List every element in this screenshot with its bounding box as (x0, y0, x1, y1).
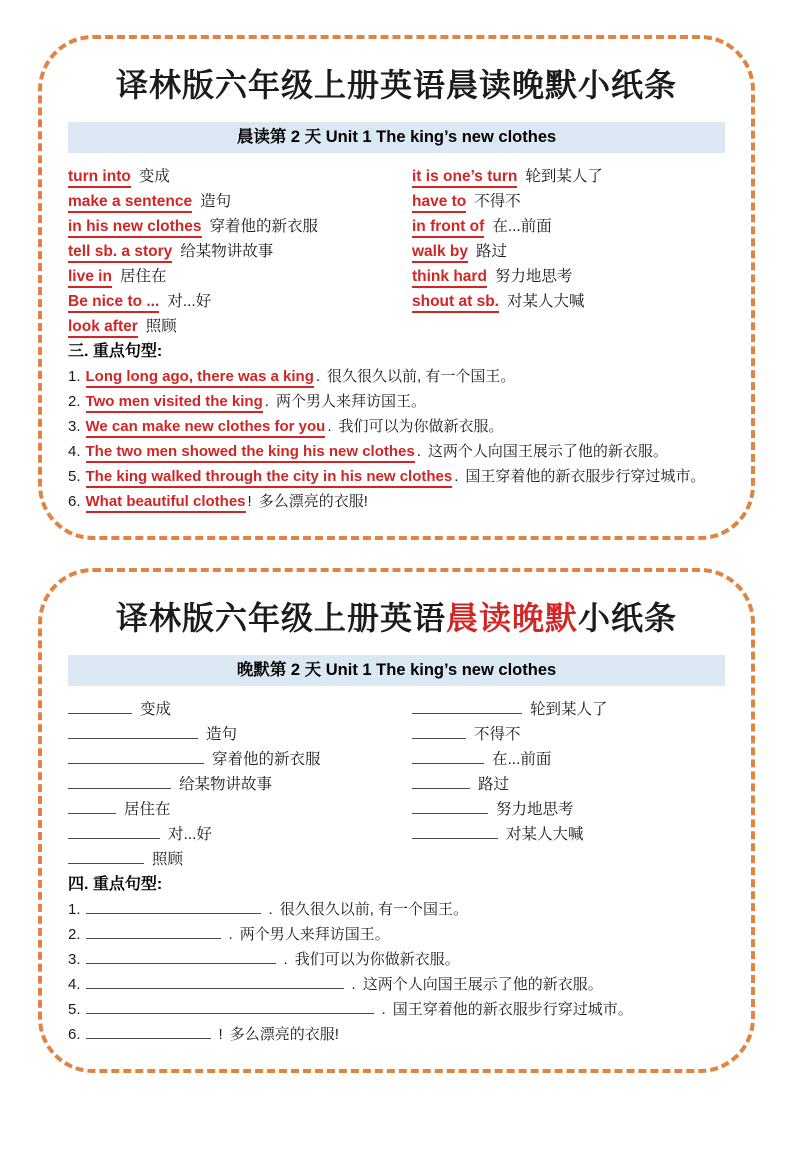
chinese-meaning: 努力地思考 (494, 268, 573, 285)
chinese-meaning: 不得不 (474, 726, 521, 743)
chinese-meaning: 照顾 (152, 851, 184, 868)
sentence-punct: . (381, 1001, 386, 1018)
english-phrase: in his new clothes (68, 218, 202, 238)
vocab-row (68, 314, 412, 339)
answer-blank (412, 824, 498, 839)
english-phrase: look after (68, 318, 138, 338)
morning-vocab-section (68, 164, 725, 339)
english-sentence: Two men visited the king (86, 393, 263, 413)
chinese-meaning: 变成 (138, 168, 170, 185)
answer-blank (412, 724, 466, 739)
morning-vocab-left-column (68, 164, 412, 339)
sentence-number: 3. (68, 951, 81, 968)
answer-blank (68, 799, 116, 814)
chinese-meaning: 穿着他的新衣服 (209, 218, 319, 235)
sentence-row (68, 439, 725, 464)
chinese-meaning: 造句 (206, 726, 238, 743)
english-sentence: Long long ago, there was a king (86, 368, 314, 388)
evening-section-header: 四. 重点句型: (68, 876, 163, 893)
sentence-punct: . (283, 951, 288, 968)
vocab-row (68, 214, 412, 239)
chinese-meaning: 造句 (200, 193, 232, 210)
evening-dictation-card (38, 568, 755, 1073)
sentence-blank-row (68, 972, 725, 997)
chinese-meaning: 对...好 (167, 293, 212, 310)
sentence-blank-row (68, 947, 725, 972)
sentence-row (68, 489, 725, 514)
sentence-row (68, 464, 725, 489)
english-phrase: live in (68, 268, 112, 288)
vocab-row (412, 239, 725, 264)
vocab-blank-row (68, 747, 412, 772)
answer-blank (412, 799, 488, 814)
vocab-blank-row (412, 797, 725, 822)
sentence-number: 6. (68, 1026, 81, 1043)
english-phrase: shout at sb. (412, 293, 499, 313)
chinese-translation: 两个男人来拜访国王。 (239, 926, 390, 943)
evening-vocab-left-column (68, 697, 412, 872)
sentence-number: 2. (68, 393, 81, 410)
answer-blank (68, 774, 171, 789)
chinese-translation: 很久很久以前, 有一个国王。 (327, 368, 516, 385)
english-phrase: think hard (412, 268, 487, 288)
chinese-meaning: 对...好 (168, 826, 212, 843)
vocab-blank-row (412, 697, 725, 722)
sentence-punct: . (228, 926, 233, 943)
vocab-row (412, 264, 725, 289)
chinese-translation: 国王穿着他的新衣服步行穿过城市。 (465, 468, 706, 485)
sentence-punct: . (454, 468, 459, 485)
vocab-blank-row (412, 747, 725, 772)
chinese-meaning: 路过 (476, 243, 508, 260)
chinese-meaning: 在...前面 (492, 218, 552, 235)
evening-banner: 晚默第 2 天 Unit 1 The king’s new clothes (68, 655, 725, 686)
evening-vocab-right-column (412, 697, 725, 872)
vocab-blank-row (412, 722, 725, 747)
answer-blank (412, 749, 484, 764)
vocab-blank-row (68, 722, 412, 747)
chinese-translation: 我们可以为你做新衣服。 (294, 951, 460, 968)
english-phrase: walk by (412, 243, 468, 263)
vocab-row (68, 189, 412, 214)
sentence-blank-row (68, 997, 725, 1022)
sentence-number: 1. (68, 901, 81, 918)
sentence-punct: ! (247, 493, 252, 510)
chinese-meaning: 在...前面 (492, 751, 552, 768)
vocab-blank-row (68, 697, 412, 722)
vocab-row (68, 239, 412, 264)
chinese-meaning: 照顾 (145, 318, 177, 335)
chinese-meaning: 给某物讲故事 (180, 243, 274, 260)
vocab-row (68, 164, 412, 189)
sentence-number: 4. (68, 443, 81, 460)
chinese-translation: 很久很久以前, 有一个国王。 (279, 901, 469, 918)
answer-blank (68, 724, 198, 739)
chinese-meaning: 轮到某人了 (525, 168, 603, 185)
answer-blank (68, 749, 204, 764)
vocab-blank-row (412, 822, 725, 847)
sentence-number: 6. (68, 493, 81, 510)
sentence-number: 4. (68, 976, 81, 993)
morning-card-title (68, 65, 725, 105)
answer-blank (86, 924, 221, 939)
vocab-blank-row (68, 772, 412, 797)
worksheet-page (0, 35, 793, 1157)
vocab-row (412, 164, 725, 189)
english-phrase: have to (412, 193, 466, 213)
chinese-translation: 国王穿着他的新衣服步行穿过城市。 (392, 1001, 633, 1018)
answer-blank (86, 1024, 211, 1039)
chinese-meaning: 轮到某人了 (530, 701, 608, 718)
chinese-meaning: 对某人大喊 (506, 293, 585, 310)
sentence-number: 5. (68, 468, 81, 485)
chinese-meaning: 居住在 (119, 268, 167, 285)
sentence-punct: . (315, 368, 321, 385)
answer-blank (68, 849, 144, 864)
answer-blank (412, 774, 470, 789)
sentence-number: 2. (68, 926, 81, 943)
chinese-meaning: 穿着他的新衣服 (212, 751, 321, 768)
chinese-translation: 我们可以为你做新衣服。 (338, 418, 504, 435)
sentence-blank-row (68, 922, 725, 947)
answer-blank (86, 999, 374, 1014)
evening-vocab-section (68, 697, 725, 872)
english-sentence: The two men showed the king his new clothes (86, 443, 415, 463)
morning-banner: 晨读第 2 天 Unit 1 The king’s new clothes (68, 122, 725, 153)
morning-title-text: 译林版六年级上册英语晨读晚默小纸条 (115, 67, 677, 103)
answer-blank (412, 699, 522, 714)
sentence-row (68, 414, 725, 439)
chinese-meaning: 给某物讲故事 (179, 776, 273, 793)
vocab-row (412, 189, 725, 214)
answer-blank (68, 699, 132, 714)
english-phrase: tell sb. a story (68, 243, 172, 263)
answer-blank (86, 949, 276, 964)
vocab-row (412, 214, 725, 239)
morning-vocab-right-column (412, 164, 725, 339)
english-phrase: in front of (412, 218, 484, 238)
vocab-row (68, 264, 412, 289)
sentence-number: 1. (68, 368, 81, 385)
sentence-blank-row (68, 897, 725, 922)
chinese-meaning: 路过 (478, 776, 510, 793)
chinese-translation: 两个男人来拜访国王。 (275, 393, 426, 410)
english-sentence: What beautiful clothes (86, 493, 246, 513)
vocab-blank-row (68, 822, 412, 847)
sentence-punct: . (264, 393, 269, 410)
answer-blank (68, 824, 160, 839)
sentence-punct: . (268, 901, 273, 918)
morning-reading-card (38, 35, 755, 540)
chinese-meaning: 对某人大喊 (506, 826, 584, 843)
vocab-row (412, 289, 725, 314)
evening-title-highlight: 晨读晚默 (445, 600, 578, 636)
english-phrase: make a sentence (68, 193, 192, 213)
evening-title-pre: 译林版六年级上册英语 (115, 600, 446, 636)
sentence-blank-row (68, 1022, 725, 1047)
evening-title-post: 小纸条 (578, 600, 678, 636)
chinese-meaning: 变成 (140, 701, 172, 718)
vocab-blank-row (68, 797, 412, 822)
sentence-punct: . (327, 418, 332, 435)
sentence-row (68, 364, 725, 389)
answer-blank (86, 974, 344, 989)
english-sentence: The king walked through the city in his new clothes (86, 468, 453, 488)
chinese-meaning: 居住在 (124, 801, 171, 818)
sentence-number: 3. (68, 418, 81, 435)
sentence-punct: . (351, 976, 356, 993)
english-sentence: We can make new clothes for you (86, 418, 326, 438)
chinese-meaning: 不得不 (474, 193, 521, 210)
vocab-blank-row (412, 772, 725, 797)
morning-section-header: 三. 重点句型: (68, 343, 163, 360)
english-phrase: Be nice to ... (68, 293, 159, 313)
english-phrase: it is one’s turn (412, 168, 517, 188)
evening-card-title (68, 598, 725, 638)
chinese-translation: 多么漂亮的衣服! (258, 493, 368, 510)
chinese-translation: 多么漂亮的衣服! (229, 1026, 339, 1043)
chinese-translation: 这两个人向国王展示了他的新衣服。 (427, 443, 668, 460)
vocab-row (68, 289, 412, 314)
chinese-meaning: 努力地思考 (496, 801, 574, 818)
sentence-row (68, 389, 725, 414)
sentence-punct: ! (218, 1026, 223, 1043)
sentence-number: 5. (68, 1001, 81, 1018)
vocab-blank-row (68, 847, 412, 872)
english-phrase: turn into (68, 168, 131, 188)
sentence-punct: . (416, 443, 421, 460)
answer-blank (86, 899, 261, 914)
chinese-translation: 这两个人向国王展示了他的新衣服。 (362, 976, 603, 993)
